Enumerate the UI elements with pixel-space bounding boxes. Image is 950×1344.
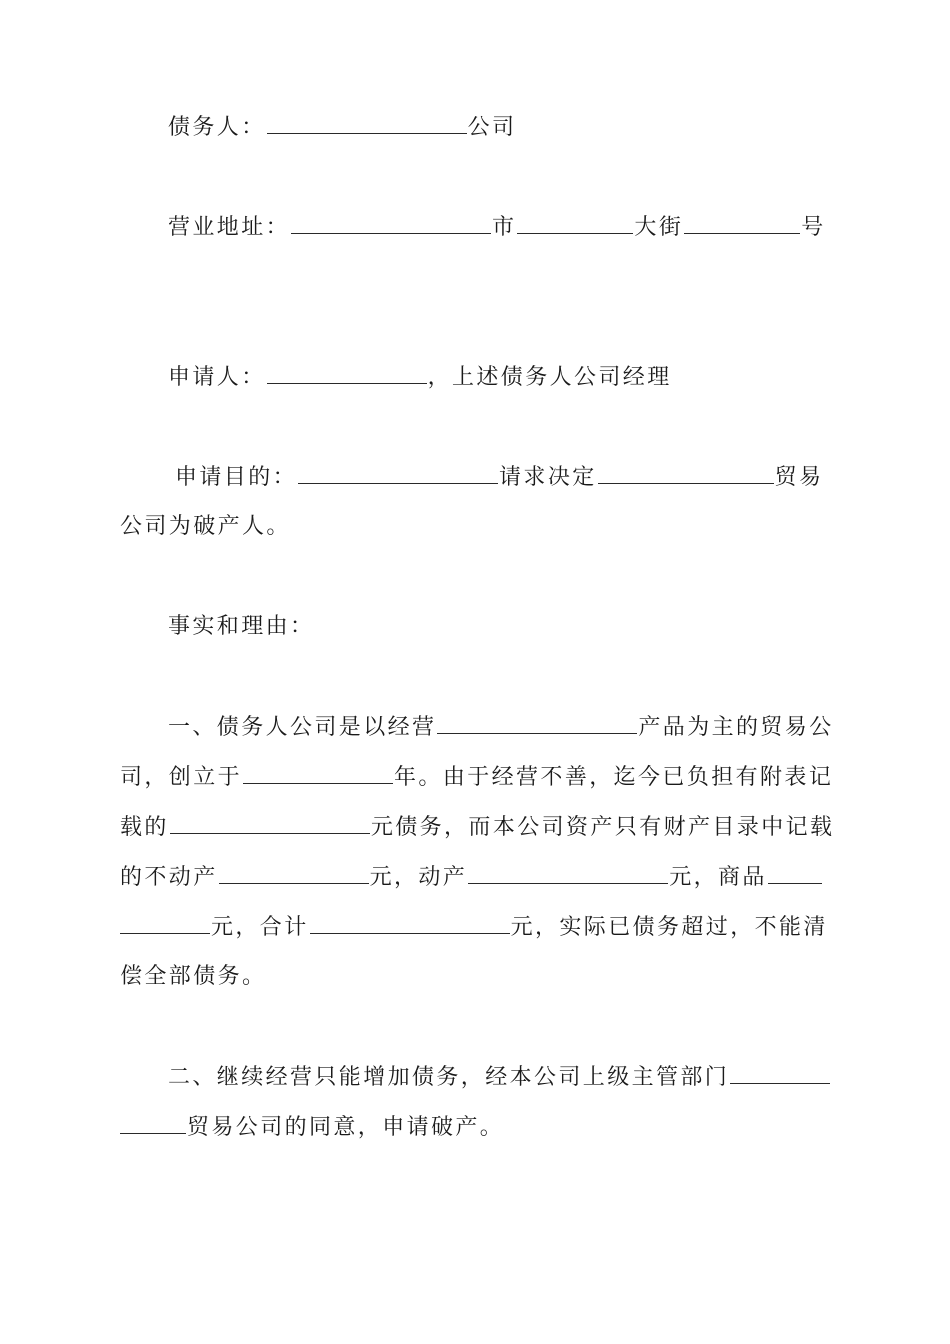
para1-l4c: 元，商品 [669,865,767,890]
para1-line-4 [120,863,823,892]
movables-blank[interactable] [468,863,668,884]
para1-line-5 [120,913,828,942]
purpose-mid: 请求决定 [499,465,597,490]
para1-line-6 [120,963,266,991]
applicant-label: 申请人： [168,365,266,390]
purpose-line-1 [175,463,823,492]
goods-blank-part-2[interactable] [120,913,210,934]
address-number-label: 号 [801,215,826,240]
address-street-blank[interactable] [517,213,633,234]
para1-l2b: 年。由于经营不善，迄今已负担有附表记 [394,765,834,790]
para1-l4a: 的不动产 [120,865,218,890]
debtor-label: 债务人： [168,115,266,140]
purpose-label: 申请目的： [175,465,298,490]
applicant-suffix: ，上述债务人公司经理 [427,365,672,390]
facts-heading-text: 事实和理由： [168,614,315,639]
para1-l2a: 司，创立于 [120,765,243,790]
para1-l3a: 载的 [120,815,169,840]
address-city-label: 市 [492,215,517,240]
purpose-line-2 [120,513,291,541]
para1-line-2 [120,763,833,792]
para2-line-2 [120,1113,504,1142]
applicant-name-blank[interactable] [267,363,427,384]
debtor-name-blank[interactable] [267,113,467,134]
authority-blank-part-1[interactable] [730,1063,830,1084]
authority-blank-part-2[interactable] [120,1113,186,1134]
para1-l5a: 元，合计 [211,915,309,940]
para1-l5b: 元，实际已债务超过，不能清 [510,915,828,940]
para1-line-1 [168,713,834,742]
product-blank[interactable] [437,713,637,734]
debtor-line [168,113,516,142]
para2-line-1 [168,1063,831,1092]
address-line [168,213,826,242]
address-number-blank[interactable] [684,213,800,234]
purpose-line-2-text: 公司为破产人。 [120,514,291,539]
applicant-line [168,363,672,392]
real-estate-blank[interactable] [219,863,369,884]
para2-l1: 二、继续经营只能增加债务，经本公司上级主管部门 [168,1065,730,1090]
address-label: 营业地址： [168,215,291,240]
facts-heading [168,613,314,641]
purpose-court-blank[interactable] [298,463,498,484]
founded-year-blank[interactable] [243,763,393,784]
address-street-label: 大街 [634,215,684,240]
para1-l6: 偿全部债务。 [120,964,267,989]
para2-l2: 贸易公司的同意，申请破产。 [187,1115,505,1140]
para1-l1a: 一、债务人公司是以经营 [168,715,437,740]
para1-l4b: 元，动产 [369,865,468,890]
debtor-suffix: 公司 [467,115,517,140]
para1-l1b: 产品为主的贸易公 [638,715,834,740]
total-blank[interactable] [310,913,510,934]
debt-amount-blank[interactable] [170,813,370,834]
para1-line-3 [120,813,834,842]
purpose-company-blank[interactable] [598,463,774,484]
goods-blank-part-1[interactable] [768,863,822,884]
para1-l3b: 元债务，而本公司资产只有财产目录中记载 [370,815,835,840]
address-city-blank[interactable] [291,213,491,234]
purpose-end: 贸易 [774,465,824,490]
